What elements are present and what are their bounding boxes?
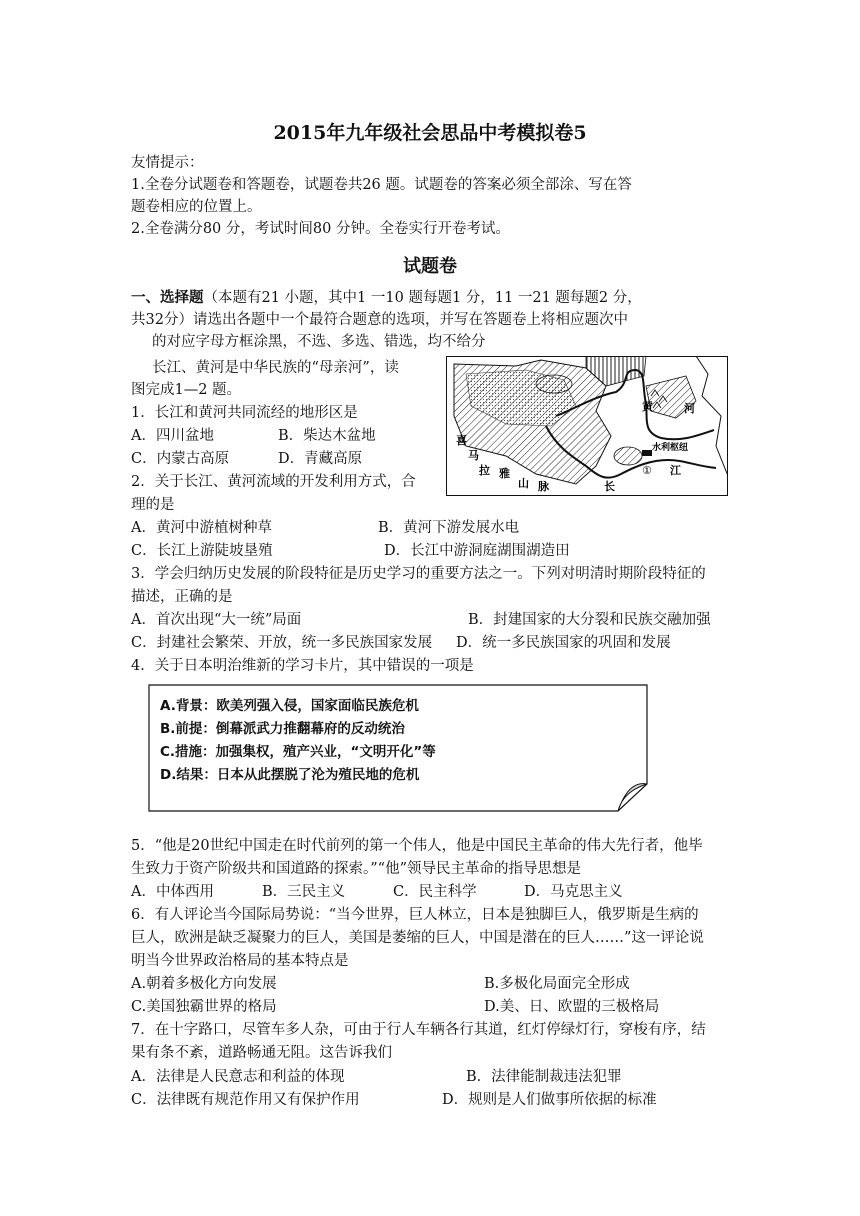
part1-heading — [131, 288, 642, 308]
map-label-huang: 黄 — [642, 400, 653, 413]
q7-option-d: D．规则是人们做事所依据的标准 — [442, 1092, 657, 1108]
q5-option-d: D．马克思主义 — [524, 884, 623, 900]
card-line-a: A.背景：欧美列强入侵，国家面临民族危机 — [160, 698, 419, 714]
q6-option-b: B.多极化局面完全形成 — [484, 976, 630, 992]
q3-stem-1: 3．学会归纳历史发展的阶段特征是历史学习的重要方法之一。下列对明清时期阶段特征的 — [131, 566, 706, 582]
map-label-mai: 脉 — [538, 480, 549, 493]
q1-option-b: B．柴达木盆地 — [278, 428, 376, 444]
tips-line-2: 2.全卷满分80 分，考试时间80 分钟。全卷实行开卷考试。 — [131, 221, 510, 237]
q6-stem-3: 明当今世界政治格局的基本特点是 — [131, 953, 349, 969]
q4-stem: 4．关于日本明治维新的学习卡片，其中错误的一项是 — [131, 658, 474, 674]
q3-option-c: C．封建社会繁荣、开放，统一多民族国家发展 — [131, 635, 433, 651]
map-label-he: 河 — [684, 402, 695, 415]
card-line-b: B.前提：倒幕派武力推翻幕府的反动统治 — [160, 721, 405, 737]
q5-option-c: C．民主科学 — [393, 884, 477, 900]
part1-label: 一、选择题 — [131, 289, 204, 306]
map-label-ma: 马 — [468, 449, 479, 462]
q5-stem-2: 生致力于资产阶级共和国道路的探索。”“他”领导民主革命的指导思想是 — [131, 861, 581, 877]
q6-option-d: D.美、日、欧盟的三极格局 — [484, 999, 660, 1015]
q2-option-a: A．黄河中游植树种草 — [131, 520, 272, 536]
q6-stem-2: 巨人，欧洲是缺乏凝聚力的巨人，美国是萎缩的巨人，中国是潜在的巨人……”这一评论说 — [131, 930, 704, 946]
part1-desc-3: 的对应字母方框涂黑，不选、多选、错选，均不给分 — [152, 334, 486, 350]
intro-line-1: 长江、黄河是中华民族的“母亲河”，读 — [152, 360, 399, 376]
intro-line-2: 图完成1—2 题。 — [131, 382, 242, 398]
map-label-chang: 长 — [604, 480, 615, 493]
tips-heading: 友情提示： — [131, 155, 204, 171]
q3-option-a: A．首次出现“大一统”局面 — [131, 612, 302, 628]
q5-option-b: B．三民主义 — [262, 884, 346, 900]
q6-option-a: A.朝着多极化方向发展 — [131, 976, 277, 992]
q2-option-d: D．长江中游洞庭湖围湖造田 — [384, 543, 570, 559]
section-title: 试题卷 — [403, 256, 457, 277]
river-map — [446, 356, 728, 496]
q7-stem-1: 7．在十字路口，尽管车多人杂，可由于行人车辆各行其道，红灯停绿灯行，穿梭有序，结 — [131, 1022, 706, 1038]
map-label-jiang: 江 — [670, 464, 681, 477]
q1-option-d: D．青藏高原 — [278, 451, 363, 467]
map-label-marker-1: ① — [642, 464, 652, 477]
card-line-d: D.结果：日本从此摆脱了沦为殖民地的危机 — [160, 767, 420, 783]
part1-desc-1: （本题有21 小题，其中1 一10 题每题1 分，11 一21 题每题2 分， — [203, 290, 642, 306]
q1-option-a: A．四川盆地 — [131, 428, 214, 444]
q2-option-b: B．黄河下游发展水电 — [378, 520, 520, 536]
map-label-dam: 水利枢纽 — [652, 443, 689, 453]
tips-line-1b: 题卷相应的位置上。 — [131, 199, 262, 215]
map-label-shan: 山 — [518, 477, 529, 490]
q1-option-c: C．内蒙古高原 — [131, 451, 230, 467]
map-label-xi: 喜 — [456, 434, 467, 447]
tips-line-1: 1.全卷分试题卷和答题卷，试题卷共26 题。试题卷的答案必须全部涂、写在答 — [131, 177, 632, 193]
page-title: 2015年九年级社会思品中考模拟卷5 — [273, 122, 587, 144]
q2-option-c: C．长江上游陡坡垦殖 — [131, 543, 273, 559]
q3-option-b: B．封建国家的大分裂和民族交融加强 — [468, 612, 711, 628]
q5-option-a: A．中体西用 — [131, 884, 214, 900]
q3-option-d: D．统一多民族国家的巩固和发展 — [456, 635, 671, 651]
map-label-la: 拉 — [479, 464, 490, 477]
q7-stem-2: 果有条不紊，道路畅通无阻。这告诉我们 — [131, 1045, 392, 1061]
q7-option-a: A．法律是人民意志和利益的体现 — [131, 1069, 345, 1085]
q1-stem: 1．长江和黄河共同流经的地形区是 — [131, 405, 358, 421]
q6-stem-1: 6．有人评论当今国际局势说：“当今世界，巨人林立，日本是独脚巨人，俄罗斯是生病的 — [131, 907, 699, 923]
q5-stem-1: 5．“他是20世纪中国走在时代前列的第一个伟人，他是中国民主革命的伟大先行者，他毕 — [131, 838, 703, 854]
part1-desc-2: 共32分）请选出各题中一个最符合题意的选项，并写在答题卷上将相应题次中 — [131, 312, 628, 328]
q2-stem-2: 理的是 — [131, 497, 175, 513]
q7-option-c: C．法律既有规范作用又有保护作用 — [131, 1092, 360, 1108]
map-label-ya: 雅 — [499, 467, 510, 480]
q3-stem-2: 描述，正确的是 — [131, 589, 233, 605]
card-line-c: C.措施：加强集权，殖产兴业，“文明开化”等 — [160, 744, 436, 760]
q7-option-b: B．法律能制裁违法犯罪 — [466, 1069, 622, 1085]
q2-stem-1: 2．关于长江、黄河流域的开发利用方式，合 — [131, 474, 416, 490]
q6-option-c: C.美国独霸世界的格局 — [131, 999, 277, 1015]
